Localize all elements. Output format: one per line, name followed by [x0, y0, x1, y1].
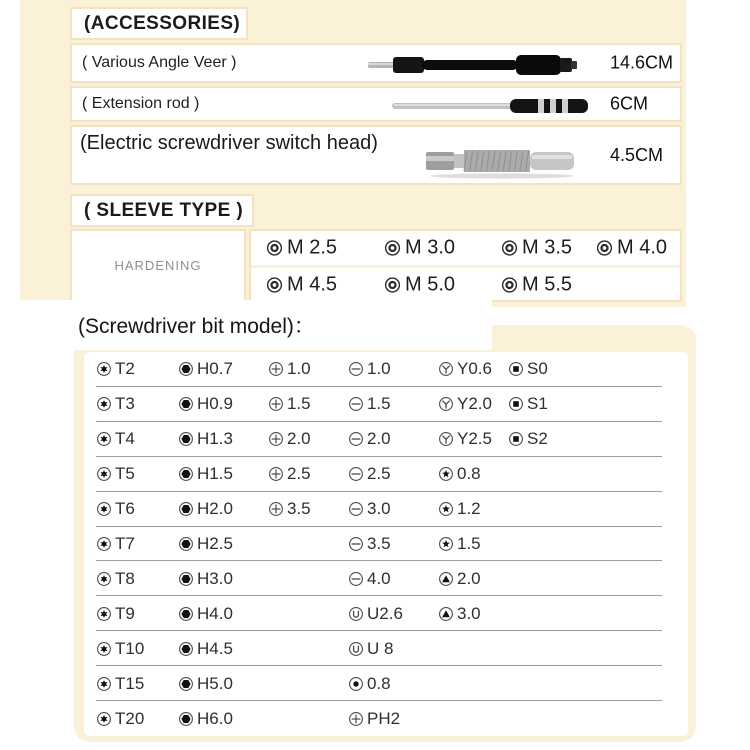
bit-label: 0.8 [457, 464, 481, 484]
bit-label: 3.5 [287, 499, 311, 519]
bit-label: 2.0 [287, 429, 311, 449]
bit-label: T6 [115, 499, 135, 519]
bit-cell [96, 709, 144, 729]
y-type-icon [438, 361, 454, 377]
bit-label: 3.5 [367, 533, 391, 553]
bit-cell [348, 429, 391, 449]
bit-table-row [84, 387, 688, 422]
sleeve-size-item [596, 237, 667, 260]
bit-label: 2.0 [367, 429, 391, 449]
bit-label: T3 [115, 394, 135, 414]
double-circle-icon [501, 240, 518, 257]
double-circle-icon [384, 277, 401, 294]
y-type-icon [438, 396, 454, 412]
bit-label: H5.0 [197, 673, 233, 693]
phillips-cross-icon [268, 431, 284, 447]
bit-cell [178, 464, 233, 484]
hardening-label-cell [70, 229, 246, 302]
accessory-length: 4.5CM [610, 145, 664, 165]
bit-cell [178, 569, 233, 589]
hex-socket-icon [178, 711, 194, 727]
bit-label: 1.5 [287, 394, 311, 414]
bit-label: H2.5 [197, 533, 233, 553]
bit-cell [348, 674, 391, 694]
bit-table-row [84, 457, 688, 492]
torx-star-icon [96, 466, 112, 482]
double-circle-icon [596, 240, 613, 257]
sleeve-size-label: M 4.5 [287, 273, 338, 296]
bit-cell [268, 359, 311, 379]
bit-cell [96, 394, 135, 414]
bit-cell [438, 604, 481, 624]
bit-label: H6.0 [197, 708, 233, 728]
accessories-title-text: (ACCESSORIES) [84, 12, 241, 34]
bits-title-text: (Screwdriver bit model)： [78, 315, 315, 338]
phillips-cross-icon [268, 466, 284, 482]
bit-table-row [84, 701, 688, 736]
bit-cell [438, 359, 492, 379]
accessory-length: 14.6CM [610, 52, 674, 73]
bit-table-row [84, 596, 688, 631]
sleeve-size-item [384, 274, 455, 297]
bit-label: H4.0 [197, 603, 233, 623]
torx-star-icon [96, 676, 112, 692]
accessory-row-extension-rod [70, 86, 682, 122]
torx-star-icon [96, 431, 112, 447]
sleeve-size-label: M 4.0 [617, 236, 668, 259]
bit-cell [178, 394, 233, 414]
bit-label: T2 [115, 359, 135, 379]
bit-cell [178, 429, 233, 449]
bit-label: S1 [527, 394, 548, 414]
triangle-icon [438, 606, 454, 622]
sleeve-size-item [384, 237, 455, 260]
bit-cell [96, 499, 135, 519]
bit-label: 2.0 [457, 568, 481, 588]
bit-cell [268, 499, 311, 519]
bit-label: H1.3 [197, 429, 233, 449]
hex-socket-icon [178, 676, 194, 692]
hex-socket-icon [178, 361, 194, 377]
phillips-cross-icon [268, 396, 284, 412]
hex-socket-icon [178, 466, 194, 482]
hex-socket-icon [178, 431, 194, 447]
bit-label: S2 [527, 429, 548, 449]
slotted-flat-icon [348, 396, 364, 412]
bit-label: T4 [115, 429, 135, 449]
sleeve-size-row [251, 231, 680, 265]
triangle-icon [438, 571, 454, 587]
hex-socket-icon [178, 571, 194, 587]
sleeve-section-title [70, 194, 254, 227]
bit-cell [348, 604, 403, 624]
square-socket-icon [508, 431, 524, 447]
sleeve-size-row [251, 268, 680, 302]
accessory-label: ( Extension rod ) [82, 95, 200, 112]
torx-star-icon [96, 606, 112, 622]
accessory-label: ( Various Angle Veer ) [82, 54, 237, 71]
bit-cell [348, 639, 393, 659]
bit-label: T8 [115, 568, 135, 588]
double-circle-icon [384, 240, 401, 257]
bit-label: 1.2 [457, 499, 481, 519]
bit-table-row [84, 352, 688, 387]
bit-label: 3.0 [457, 603, 481, 623]
bit-label: PH2 [367, 708, 401, 728]
bit-label: 1.0 [367, 359, 391, 379]
bit-label: H1.5 [197, 464, 233, 484]
bit-cell [438, 499, 481, 519]
bit-cell [268, 429, 311, 449]
bit-cell [178, 639, 233, 659]
bit-label: T9 [115, 603, 135, 623]
phillips-cross-icon [268, 361, 284, 377]
bit-label: 4.0 [367, 568, 391, 588]
extension-rod-image [392, 96, 592, 116]
bit-cell [348, 534, 391, 554]
sleeve-size-item [266, 274, 337, 297]
bit-label: 2.5 [367, 464, 391, 484]
sleeve-size-item [266, 237, 337, 260]
double-circle-icon [266, 277, 283, 294]
sleeve-sizes-table [249, 229, 682, 302]
bit-table-row [84, 631, 688, 666]
bit-label: H0.9 [197, 394, 233, 414]
bit-cell [348, 359, 391, 379]
screwdriver-bit-table [84, 352, 688, 736]
bit-cell [96, 569, 135, 589]
slotted-flat-icon [348, 536, 364, 552]
u-type-icon [348, 641, 364, 657]
five-point-star-icon [438, 536, 454, 552]
bit-label: H2.0 [197, 499, 233, 519]
square-socket-icon [508, 361, 524, 377]
bit-cell [508, 359, 548, 379]
slotted-flat-icon [348, 466, 364, 482]
torx-star-icon [96, 361, 112, 377]
bit-label: S0 [527, 359, 548, 379]
slotted-flat-icon [348, 501, 364, 517]
bit-cell [348, 394, 391, 414]
bit-cell [508, 394, 548, 414]
hex-socket-icon [178, 641, 194, 657]
accessories-section-title [70, 7, 248, 40]
bit-table-row [84, 666, 688, 701]
point-icon [348, 676, 364, 692]
bit-cell [178, 604, 233, 624]
bit-label: T10 [115, 638, 145, 658]
bit-label: Y2.5 [457, 429, 492, 449]
bit-cell [268, 394, 311, 414]
bit-label: 1.5 [367, 394, 391, 414]
accessory-label: (Electric screwdriver switch head) [80, 132, 378, 154]
bit-cell [438, 534, 481, 554]
bits-heading-strip [0, 300, 492, 350]
sleeve-size-label: M 3.0 [405, 236, 456, 259]
bit-label: T5 [115, 464, 135, 484]
accessory-length: 6CM [610, 93, 649, 114]
bit-cell [178, 359, 233, 379]
sleeve-size-item [501, 274, 572, 297]
bit-label: Y0.6 [457, 359, 492, 379]
torx-star-icon [96, 711, 112, 727]
bit-table-row [84, 561, 688, 596]
bit-label: U2.6 [367, 603, 403, 623]
double-circle-icon [266, 240, 283, 257]
bit-cell [96, 534, 135, 554]
bit-label: 0.8 [367, 673, 391, 693]
y-type-icon [438, 431, 454, 447]
hex-socket-icon [178, 396, 194, 412]
bit-table-row [84, 422, 688, 457]
double-circle-icon [501, 277, 518, 294]
bit-cell [96, 359, 135, 379]
torx-star-icon [96, 396, 112, 412]
bit-cell [96, 674, 144, 694]
sleeve-title-text: ( SLEEVE TYPE ) [84, 199, 244, 221]
bit-label: H3.0 [197, 568, 233, 588]
bit-label: T7 [115, 533, 135, 553]
bit-cell [348, 499, 391, 519]
hex-socket-icon [178, 536, 194, 552]
torx-star-icon [96, 536, 112, 552]
accessory-row-various-angle-veer [70, 43, 682, 83]
bit-table-row [84, 492, 688, 527]
square-socket-icon [508, 396, 524, 412]
bit-cell [178, 499, 233, 519]
phillips-cross-icon [348, 711, 364, 727]
slotted-flat-icon [348, 361, 364, 377]
bit-cell [96, 464, 135, 484]
sleeve-size-label: M 3.5 [522, 236, 573, 259]
bit-label: 3.0 [367, 499, 391, 519]
u-type-icon [348, 606, 364, 622]
torx-star-icon [96, 571, 112, 587]
sleeve-size-item [501, 237, 572, 260]
bit-cell [268, 464, 311, 484]
bit-label: U 8 [367, 638, 394, 658]
bit-cell [438, 394, 492, 414]
bit-label: H4.5 [197, 638, 233, 658]
bit-cell [348, 464, 391, 484]
sleeve-size-label: M 2.5 [287, 236, 338, 259]
torx-star-icon [96, 501, 112, 517]
hex-socket-icon [178, 501, 194, 517]
hex-socket-icon [178, 606, 194, 622]
bit-cell [348, 709, 400, 729]
bit-cell [96, 604, 135, 624]
bit-label: H0.7 [197, 359, 233, 379]
bit-label: T20 [115, 708, 145, 728]
bit-cell [178, 709, 233, 729]
bit-label: 1.0 [287, 359, 311, 379]
torx-star-icon [96, 641, 112, 657]
bit-cell [438, 464, 481, 484]
accessory-row-switch-head [70, 125, 682, 185]
five-point-star-icon [438, 501, 454, 517]
sleeve-size-label: M 5.0 [405, 273, 456, 296]
flexible-shaft-image [366, 51, 578, 79]
bit-cell [96, 429, 135, 449]
bit-cell [178, 674, 233, 694]
phillips-cross-icon [268, 501, 284, 517]
hardening-text: HARDENING [114, 258, 202, 273]
bit-cell [438, 429, 492, 449]
bit-cell [348, 569, 391, 589]
slotted-flat-icon [348, 571, 364, 587]
bit-label: 2.5 [287, 464, 311, 484]
bit-label: Y2.0 [457, 394, 492, 414]
bit-cell [438, 569, 481, 589]
bit-label: T15 [115, 673, 145, 693]
slotted-flat-icon [348, 431, 364, 447]
switch-head-image [422, 143, 582, 179]
bit-table-row [84, 527, 688, 562]
bit-cell [508, 429, 548, 449]
bit-label: 1.5 [457, 533, 481, 553]
five-point-star-icon [438, 466, 454, 482]
bit-cell [178, 534, 233, 554]
sleeve-size-label: M 5.5 [522, 273, 573, 296]
bit-cell [96, 639, 144, 659]
